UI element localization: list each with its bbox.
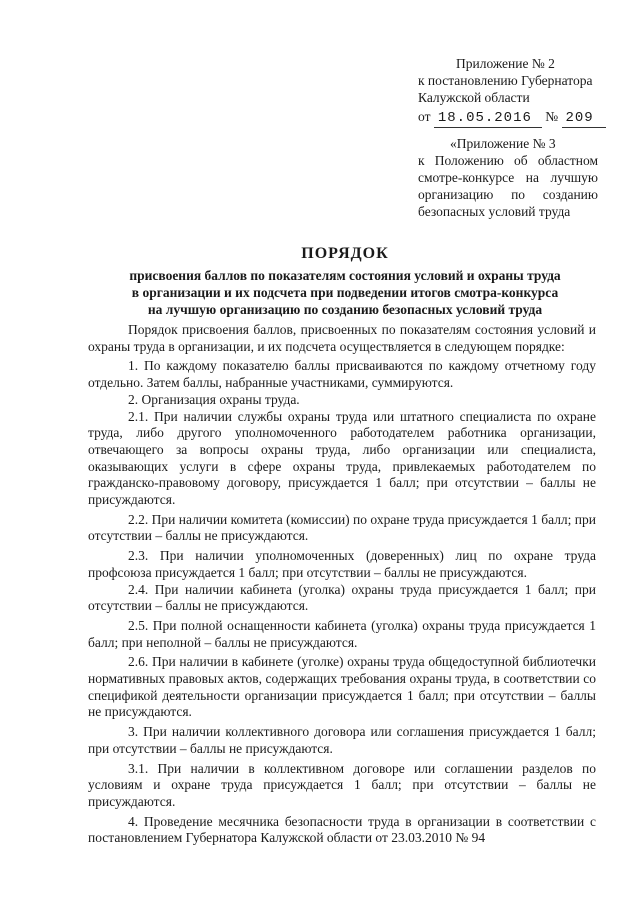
document-heading [100, 245, 590, 318]
document-number: 209 [562, 110, 606, 128]
appendix-2-line-1: к постановлению Губернатора [418, 73, 593, 88]
paragraph-2-1: 2.1. При наличии службы охраны труда или штатного специалиста по охране труда, либо другого уполномоченного работодателем работника организации, отвечающего за вопросы охраны труда, либо организации или специалиста, оказывающих услуги в сфере охраны труда, привлекаемых работодателем по гражданско-правовому договору, присуждается 1 балл; при отсутствии – баллы не присуждаются. [88, 408, 596, 508]
appendix-2-title: Приложение № 2 [456, 56, 555, 71]
paragraph-2-5: 2.5. При полной оснащенности кабинета (уголка) охраны труда присуждается 1 балл; при неполной – баллы не присуждаются. [88, 617, 596, 650]
heading-subtitle-3: на лучшую организацию по созданию безопасных условий труда [147, 302, 543, 317]
appendix-3-header [418, 135, 598, 220]
page-title: ПОРЯДОК [301, 245, 389, 262]
appendix-2-date-row [418, 108, 608, 128]
date-prefix: от [418, 109, 431, 124]
document-body [88, 322, 596, 847]
document-date: 18.05.2016 [434, 110, 542, 128]
number-prefix: № [545, 109, 559, 124]
paragraph-2-2: 2.2. При наличии комитета (комиссии) по охране труда присуждается 1 балл; при отсутствии – баллы не присуждаются. [88, 511, 596, 544]
paragraph-2-6: 2.6. При наличии в кабинете (уголке) охраны труда общедоступной библиотечки нормативных правовых актов, содержащих требования охраны труда, в соответствии со спецификой деятельности организации присуждается 1 балл; при отсутствии – баллы не присуждаются. [88, 654, 596, 720]
appendix-2-header [418, 55, 608, 128]
appendix-3-text: к Положению об областном смотре-конкурсе на лучшую организацию по созданию безопасных условий труда [418, 153, 598, 219]
heading-subtitle-2: в организации и их подсчета при подведении итогов смотра-конкурса [131, 285, 559, 300]
paragraph-2: 2. Организация охраны труда. [128, 391, 300, 407]
paragraph-1: 1. По каждому показателю баллы присваиваются по каждому отчетному году отдельно. Затем баллы, набранные участниками, суммируются. [88, 358, 596, 391]
paragraph-3-1: 3.1. При наличии в коллективном договоре или соглашении разделов по условиям и охране труда присуждается 1 балл; при отсутствии – баллы не присуждаются. [88, 760, 596, 809]
paragraph-2-3: 2.3. При наличии уполномоченных (доверенных) лиц по охране труда профсоюза присуждается 1 балл; при отсутствии – баллы не присуждаются. [88, 548, 596, 580]
paragraph-3: 3. При наличии коллективного договора или соглашения присуждается 1 балл; при отсутствии – баллы не присуждаются. [88, 724, 596, 756]
paragraph-2-4: 2.4. При наличии кабинета (уголка) охраны труда присуждается 1 балл; при отсутствии – баллы не присуждаются. [88, 581, 596, 614]
appendix-2-line-2: Калужской области [418, 90, 530, 105]
heading-subtitle-1: присвоения баллов по показателям состояния условий и охраны труда [129, 268, 561, 283]
appendix-3-title: «Приложение № 3 [450, 136, 556, 151]
paragraph-4: 4. Проведение месячника безопасности труда в организации в соответствии с постановлением Губернатора Калужской области от 23.03.2010 № 94 [88, 813, 596, 846]
paragraph-intro: Порядок присвоения баллов, присвоенных по показателям состояния условий и охраны труда в организации, и их подсчета осуществляется в следующем порядке: [88, 322, 596, 354]
